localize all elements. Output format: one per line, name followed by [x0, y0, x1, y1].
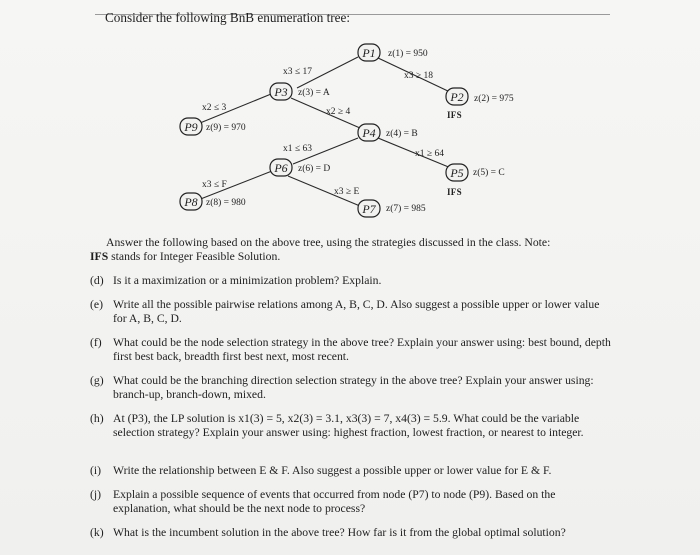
node-p1-z: z(1) = 950 [388, 49, 428, 59]
question-g: (g) What could be the branching direction selection strategy in the above tree? Explain your answer using: branch-up, branch-down, mixed. [90, 374, 594, 402]
node-p9-z: z(9) = 970 [206, 123, 246, 133]
question-list [90, 236, 615, 539]
node-p3-label: P3 [274, 85, 288, 99]
branch-p1-p2: x3 ≥ 18 [404, 71, 433, 81]
instructions-line-1: Answer the following based on the above tree, using the strategies discussed in the class. Note: [106, 236, 551, 249]
question-f: (f) What could be the node selection strategy in the above tree? Explain your answer using: best bound, depth first best back, breadth first best next, most recent. [90, 336, 611, 364]
node-p6-label: P6 [274, 161, 288, 175]
branch-p6-p8: x3 ≤ F [202, 180, 227, 190]
node-p1-label: P1 [362, 46, 376, 60]
question-e: (e) Write all the possible pairwise relations among A, B, C, D. Also suggest a possible upper or lower value for A, B, C, D. [90, 298, 600, 326]
node-p6-z: z(6) = D [298, 164, 331, 174]
branch-p4-p5: x1 ≥ 64 [415, 149, 444, 159]
node-p8-label: P8 [184, 195, 198, 209]
ifs-term: IFS [90, 250, 109, 264]
node-p9-label: P9 [184, 120, 198, 134]
ifs-definition: stands for Integer Feasible Solution. [108, 250, 281, 264]
node-p5-status: IFS [447, 187, 462, 197]
branch-p4-p6: x1 ≤ 63 [283, 144, 312, 154]
branch-p3-p4: x2 ≥ 4 [326, 107, 351, 117]
node-p4-z: z(4) = B [386, 129, 418, 139]
node-p2-label: P2 [450, 90, 464, 104]
question-j: (j) Explain a possible sequence of events that occurred from node (P7) to node (P9). Based on the explanation, what should be the next node to process? [90, 488, 556, 516]
node-p2-z: z(2) = 975 [474, 94, 514, 104]
question-d: (d) Is it a maximization or a minimization problem? Explain. [90, 274, 382, 287]
branch-p1-p3: x3 ≤ 17 [283, 67, 312, 77]
node-p2-status: IFS [447, 110, 462, 120]
node-p5-z: z(5) = C [473, 168, 505, 178]
node-p7-label: P7 [362, 202, 376, 216]
node-p5-label: P5 [450, 166, 464, 180]
question-k: (k) What is the incumbent solution in the above tree? How far is it from the global optimal solution? [90, 526, 566, 539]
question-i: (i) Write the relationship between E & F. Also suggest a possible upper or lower value for E & F. [90, 464, 552, 477]
branch-p6-p7: x3 ≥ E [334, 187, 360, 197]
question-h: (h) At (P3), the LP solution is x1(3) = 5, x2(3) = 3.1, x3(3) = 7, x4(3) = 5.9. What could be the variable selection strategy? Explain your answer using: highest fraction, lowest fraction, or nearest to integer. [90, 412, 584, 440]
instructions-line-2 [90, 250, 615, 264]
node-p4-label: P4 [362, 126, 376, 140]
node-p7-z: z(7) = 985 [386, 204, 426, 214]
node-p3-z: z(3) = A [298, 88, 330, 98]
branch-p3-p9: x2 ≤ 3 [202, 103, 227, 113]
node-p8-z: z(8) = 980 [206, 198, 246, 208]
intro-text: Consider the following BnB enumeration tree: [105, 10, 351, 25]
